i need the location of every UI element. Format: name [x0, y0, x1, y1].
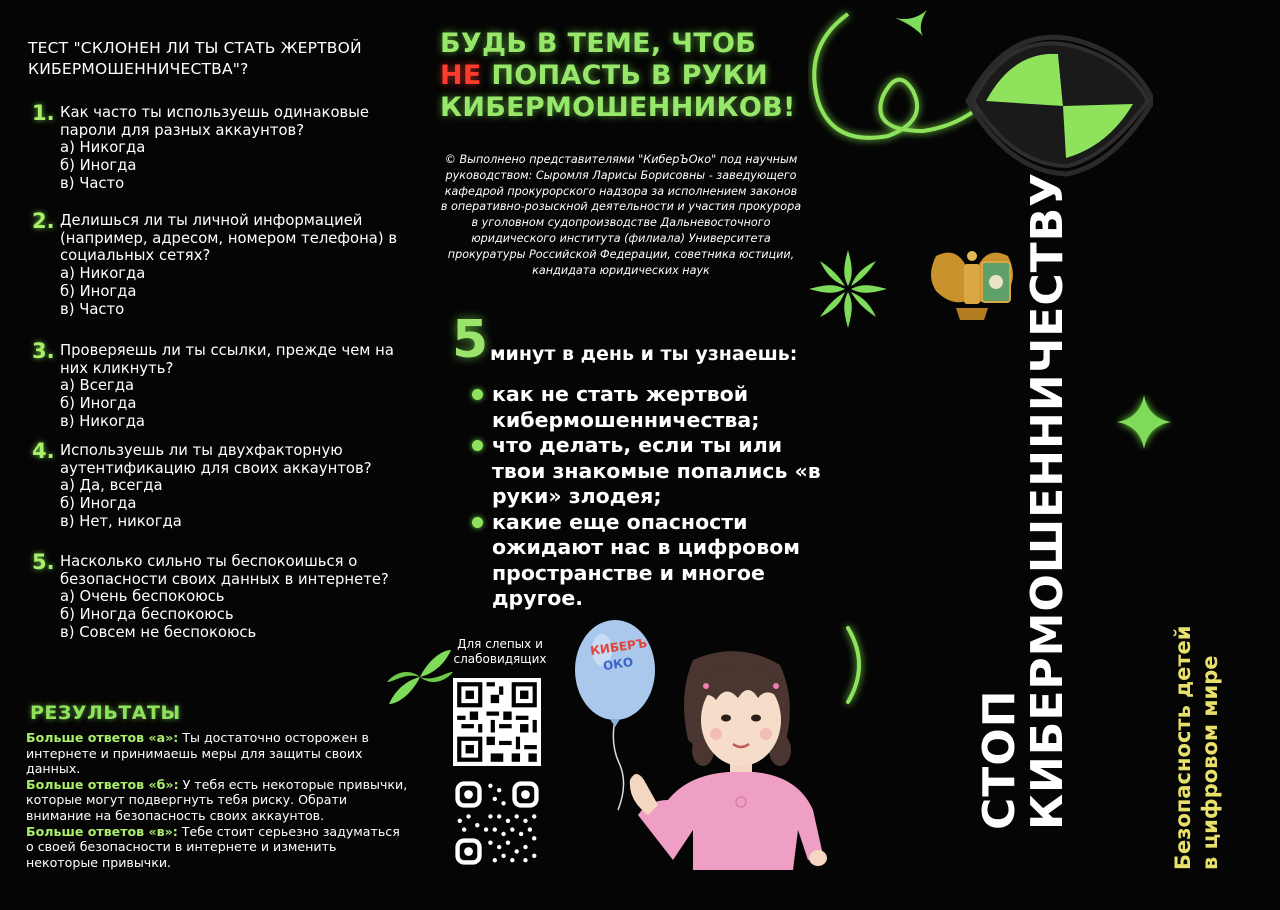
answer-option: в) Часто: [60, 300, 125, 318]
question-5: [32, 550, 412, 642]
glow-arc-icon: [840, 620, 880, 710]
main-title-line-2: КИБЕРМОШЕННИЧЕСТВУ: [1022, 171, 1073, 830]
answer-option: б) Иногда: [60, 282, 137, 300]
question-4: [32, 439, 412, 531]
headline-line-2-rest: ПОПАСТЬ В РУКИ: [481, 60, 769, 91]
results-list: [26, 730, 411, 870]
bullet-item: [470, 433, 830, 510]
answer-option: б) Иногда: [60, 495, 137, 512]
result-item: [26, 824, 411, 871]
result-label: Больше ответов «а»:: [26, 730, 179, 745]
five-minutes-text: минут в день и ты узнаешь:: [490, 343, 798, 365]
question-number: 1.: [32, 101, 55, 125]
result-text: У тебя есть некоторые привычки, которые могут подвергнуть тебя риску. Обрати внимание на безопасность своих аккаунтов.: [26, 776, 408, 823]
answer-option: а) Да, всегда: [60, 477, 163, 494]
bullet-dot-icon: [472, 517, 483, 528]
flower-star-icon: [805, 246, 891, 332]
answer-option: в) Часто: [60, 175, 125, 192]
sparkle-icon: [1115, 393, 1173, 451]
result-item: [26, 730, 411, 777]
headline-line-1: БУДЬ В ТЕМЕ, ЧТОБ: [440, 28, 757, 59]
answer-option: б) Иногда беспокоюсь: [60, 606, 234, 623]
headline-line-2: [440, 60, 820, 92]
credits: © Выполнено представителями "КиберЪОко" под научным руководством: Сыромля Ларисы Борисовны - заведующего кафедрой прокурорского надзора за исполнением законов в оперативно-розыскной деятельности и участия прокурора в уголовном судопроизводстве Дальневосточного юридического института (филиала) Университета прокуратуры Российской Федерации, советника юстиции, кандидата юридических наук: [440, 153, 802, 277]
balloon-label-1: КИБЕРЪ: [589, 636, 648, 658]
bullet-list: [470, 382, 830, 612]
answer-option: а) Никогда: [60, 139, 146, 156]
bullet-dot-icon: [472, 389, 483, 400]
kiberoko-eye-logo-icon: [808, 6, 1153, 226]
answer-option: а) Всегда: [60, 377, 135, 394]
answer-option: б) Иногда: [60, 157, 137, 174]
answer-option: в) Нет, никогда: [60, 513, 182, 530]
bullet-text: как не стать жертвой кибермошенничества;: [492, 382, 760, 432]
question-number: 4.: [32, 439, 55, 463]
question-text: Как часто ты используешь одинаковые пароли для разных аккаунтов?: [60, 104, 370, 139]
results-title: РЕЗУЛЬТАТЫ: [30, 702, 181, 724]
subtitle-vertical: [1170, 580, 1224, 870]
question-text: Проверяешь ли ты ссылки, прежде чем на них кликнуть?: [60, 342, 394, 377]
main-title-vertical: [974, 171, 1073, 830]
answer-option: в) Никогда: [60, 413, 146, 430]
qr-caption: Для слепых и слабовидящих: [453, 637, 547, 666]
five-number: 5: [452, 310, 489, 370]
question-3: [32, 339, 412, 431]
answer-option: б) Иногда: [60, 395, 137, 412]
headline: [440, 28, 820, 124]
quiz-title: ТЕСТ "СКЛОНЕН ЛИ ТЫ СТАТЬ ЖЕРТВОЙ КИБЕРМОШЕННИЧЕСТВА"?: [28, 39, 362, 78]
qr-code-icon[interactable]: [451, 777, 543, 869]
leaf-propeller-icon: [385, 642, 455, 712]
balloon-label-2: ОКО: [602, 654, 635, 674]
question-1: [32, 101, 412, 193]
girl-illustration-icon: [608, 640, 838, 870]
answer-option: а) Очень беспокоюсь: [60, 588, 225, 605]
subtitle-line-1: Безопасность детей: [1171, 625, 1195, 870]
result-text: Тебе стоит серьезно задуматься о своей безопасности в интернете и изменить некоторые привычки.: [26, 823, 400, 870]
result-item: [26, 777, 411, 824]
result-text: Ты достаточно осторожен в интернете и принимаешь меры для защиты своих данных.: [26, 730, 369, 777]
bullet-text: что делать, если ты или твои знакомые попались «в руки» злодея;: [492, 433, 821, 508]
question-text: Насколько сильно ты беспокоишься о безопасности своих данных в интернете?: [60, 553, 389, 588]
question-text: Делишься ли ты личной информацией (например, адресом, номером телефона) в социальных сетях?: [60, 212, 398, 264]
result-label: Больше ответов «б»:: [26, 776, 179, 792]
question-number: 3.: [32, 339, 55, 363]
bullet-dot-icon: [472, 440, 483, 451]
result-label: Больше ответов «в»:: [26, 823, 178, 839]
answer-option: в) Совсем не беспокоюсь: [60, 624, 257, 641]
qr-code-icon[interactable]: [453, 678, 541, 766]
question-number: 5.: [32, 550, 55, 574]
headline-line-3: КИБЕРМОШЕННИКОВ!: [440, 92, 796, 123]
bullet-text: какие еще опасности ожидают нас в цифровом пространстве и многое другое.: [492, 509, 801, 610]
bullet-item: [470, 382, 830, 433]
question-text: Используешь ли ты двухфакторную аутентификацию для своих аккаунтов?: [60, 442, 372, 477]
question-2: [32, 209, 412, 319]
bullet-item: [470, 510, 830, 612]
question-number: 2.: [32, 209, 55, 233]
headline-not-word: НЕ: [440, 60, 482, 91]
subtitle-line-2: в цифровом мире: [1198, 655, 1222, 870]
answer-option: а) Никогда: [60, 264, 146, 282]
main-title-line-1: СТОП: [974, 689, 1025, 830]
